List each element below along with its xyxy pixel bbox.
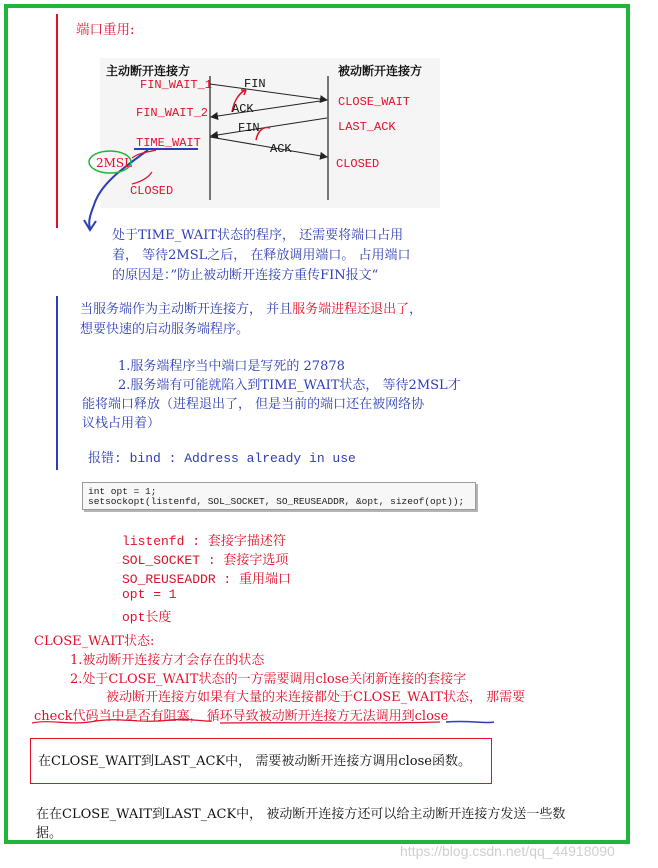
code-line-2: setsockopt(listenfd, SOL_SOCKET, SO_REUSEADDR, &opt, sizeof(opt)); bbox=[88, 496, 465, 507]
state-closed-right: CLOSED bbox=[336, 157, 380, 171]
close-wait-title: CLOSE_WAIT状态: bbox=[34, 634, 155, 649]
right-party-title: 被动断开连接方 bbox=[338, 64, 423, 78]
section-heading: 端口重用: bbox=[76, 22, 135, 38]
state-fin-wait-1: FIN_WAIT_1 bbox=[140, 78, 213, 92]
twomsl-label: 2MSL bbox=[96, 156, 133, 170]
param-opt-len: opt长度 bbox=[122, 610, 172, 625]
msg-fin-2: FIN bbox=[238, 121, 260, 135]
point-2: 2.服务端有可能就陷入到TIME_WAIT状态， 等待2MSL才 bbox=[118, 378, 461, 393]
param-listenfd: listenfd : 套接字描述符 bbox=[122, 534, 286, 549]
point-2-cont-1: 能将端口释放（进程退出了， 但是当前的端口还在被网络协 bbox=[82, 397, 425, 412]
param-sol-socket: SOL_SOCKET : 套接字选项 bbox=[122, 553, 289, 568]
code-line-1: int opt = 1; bbox=[88, 486, 157, 497]
state-last-ack: LAST_ACK bbox=[338, 120, 396, 134]
close-wait-item-2: 2.处于CLOSE_WAIT状态的一方需要调用close关闭新连接的套接字 bbox=[70, 672, 467, 687]
final-text-line-1: 在在CLOSE_WAIT到LAST_ACK中， 被动断开连接方还可以给主动断开连接方发送一些数 bbox=[36, 807, 566, 822]
timewait-note-line-3: 的原因是：”防止被动断开连接方重传FIN报文“ bbox=[112, 268, 379, 283]
point-2-cont-2: 议栈占用着） bbox=[82, 416, 161, 431]
left-party-title: 主动断开连接方 bbox=[106, 64, 191, 78]
close-wait-item-4: check代码当中是否有阻塞， 循环导致被动断开连接方无法调用到close bbox=[34, 709, 449, 724]
msg-fin-1: FIN bbox=[244, 77, 266, 91]
server-intro-post: ， bbox=[409, 302, 423, 317]
point-1: 1.服务端程序当中端口是写死的 27878 bbox=[118, 359, 345, 374]
server-intro-pre: 当服务端作为主动断开连接方， 并且 bbox=[80, 302, 293, 317]
state-closed-left: CLOSED bbox=[130, 184, 174, 198]
timewait-note-line-1: 处于TIME_WAIT状态的程序， 还需要将端口占用 bbox=[112, 228, 404, 243]
bind-error-text: 报错: bind : Address already in use bbox=[88, 451, 356, 466]
state-time-wait: TIME_WAIT bbox=[136, 136, 201, 150]
highlight-box-text: 在CLOSE_WAIT到LAST_ACK中， 需要被动断开连接方调用close函数。 bbox=[38, 754, 471, 769]
param-so-reuseaddr: SO_REUSEADDR : 重用端口 bbox=[122, 572, 292, 587]
state-close-wait: CLOSE_WAIT bbox=[338, 95, 411, 109]
server-intro-line-2: 想要快速的启动服务端程序。 bbox=[80, 322, 250, 337]
msg-ack-1: ACK bbox=[232, 102, 254, 116]
close-wait-item-1: 1.被动断开连接方才会存在的状态 bbox=[70, 653, 265, 668]
msg-ack-2: ACK bbox=[270, 142, 292, 156]
param-opt: opt = 1 bbox=[122, 587, 177, 602]
final-text-line-2: 据。 bbox=[36, 826, 63, 841]
watermark: https://blog.csdn.net/qq_44918090 bbox=[400, 843, 615, 859]
close-wait-item-3: 被动断开连接方如果有大量的来连接都处于CLOSE_WAIT状态， 那需要 bbox=[106, 690, 526, 705]
timewait-note-line-2: 着， 等待2MSL之后， 在释放调用端口。 占用端口 bbox=[112, 248, 411, 263]
server-intro-highlight: 服务端进程还退出了 bbox=[292, 302, 410, 317]
state-fin-wait-2: FIN_WAIT_2 bbox=[136, 106, 209, 120]
